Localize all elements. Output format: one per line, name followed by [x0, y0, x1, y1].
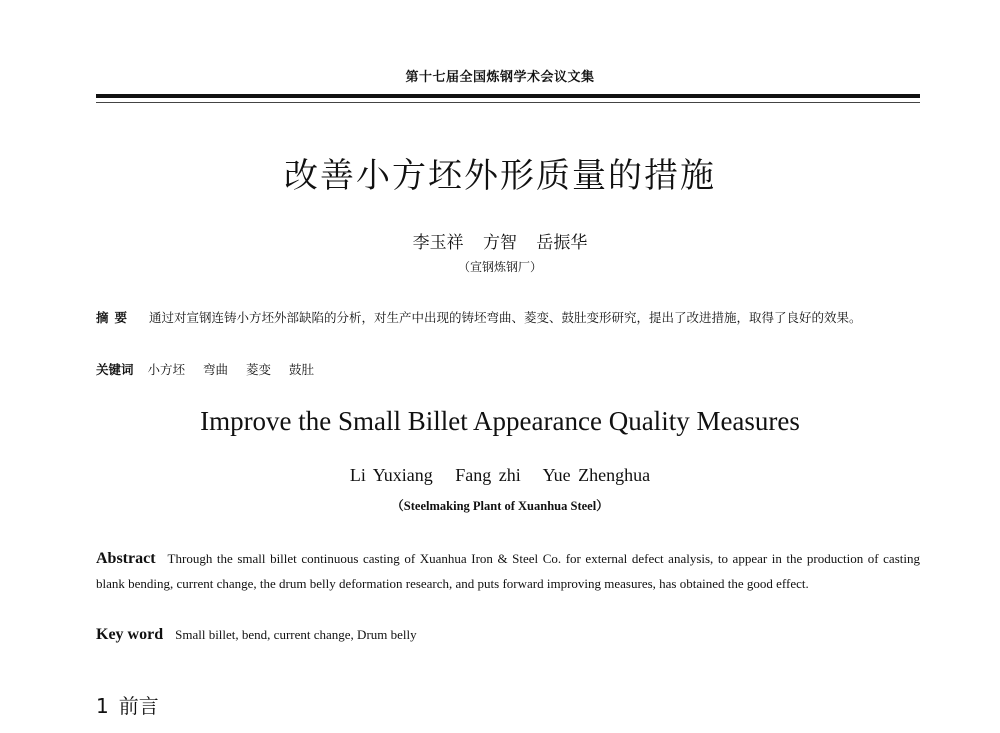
abstract-en-text: Through the small billet continuous casting of Xuanhua Iron & Steel Co. for external defect analysis, to appear in the production of casting blank bending, current change, the drum belly deformation research, and puts forward improving measures, has obtained the good effect.: [96, 551, 920, 591]
keywords-cn-label: 关键词: [96, 362, 134, 377]
keywords-en-text: Small billet, bend, current change, Drum belly: [175, 627, 417, 642]
keywords-en: [96, 626, 920, 644]
author-cn-3: 岳振华: [536, 233, 588, 253]
author-en-2: Fang zhi: [455, 465, 521, 485]
authors-en: [0, 465, 1000, 486]
paper-title-cn: 改善小方坯外形质量的措施: [284, 156, 716, 196]
abstract-cn-label: 摘要: [96, 310, 134, 325]
keyword-cn-1: 小方坯: [147, 362, 186, 377]
header-rule-thin: [96, 102, 920, 103]
header-rule-thick: [96, 94, 920, 98]
abstract-en: [96, 546, 920, 596]
section-number: 1: [96, 694, 109, 718]
affiliation-en: （Steelmaking Plant of Xuanhua Steel）: [391, 499, 609, 513]
authors-cn: [0, 228, 1000, 253]
author-cn-2: 方智: [483, 233, 517, 253]
keyword-cn-4: 鼓肚: [289, 362, 315, 377]
section-title: 前言: [118, 694, 159, 718]
author-cn-1: 李玉祥: [412, 233, 464, 253]
author-en-1: Li Yuxiang: [349, 465, 433, 485]
running-header: 第十七届全国炼钢学术会议文集: [405, 70, 595, 85]
affiliation-cn: （宣钢炼钢厂）: [457, 260, 542, 274]
abstract-cn-text: 通过对宣钢连铸小方坯外部缺陷的分析，对生产中出现的铸坯弯曲、菱变、鼓肚变形研究，提出了改进措施，取得了良好的效果。: [149, 310, 862, 325]
keywords-cn: [96, 360, 920, 378]
keyword-cn-3: 菱变: [246, 362, 272, 377]
abstract-en-label: Abstract: [96, 550, 156, 567]
abstract-cn: [96, 306, 920, 329]
section-heading: [96, 690, 159, 719]
keywords-en-label: Key word: [96, 626, 164, 643]
author-en-3: Yue Zhenghua: [542, 465, 651, 485]
keyword-cn-2: 弯曲: [203, 362, 229, 377]
paper-title-en: Improve the Small Billet Appearance Quality Measures: [200, 406, 800, 436]
